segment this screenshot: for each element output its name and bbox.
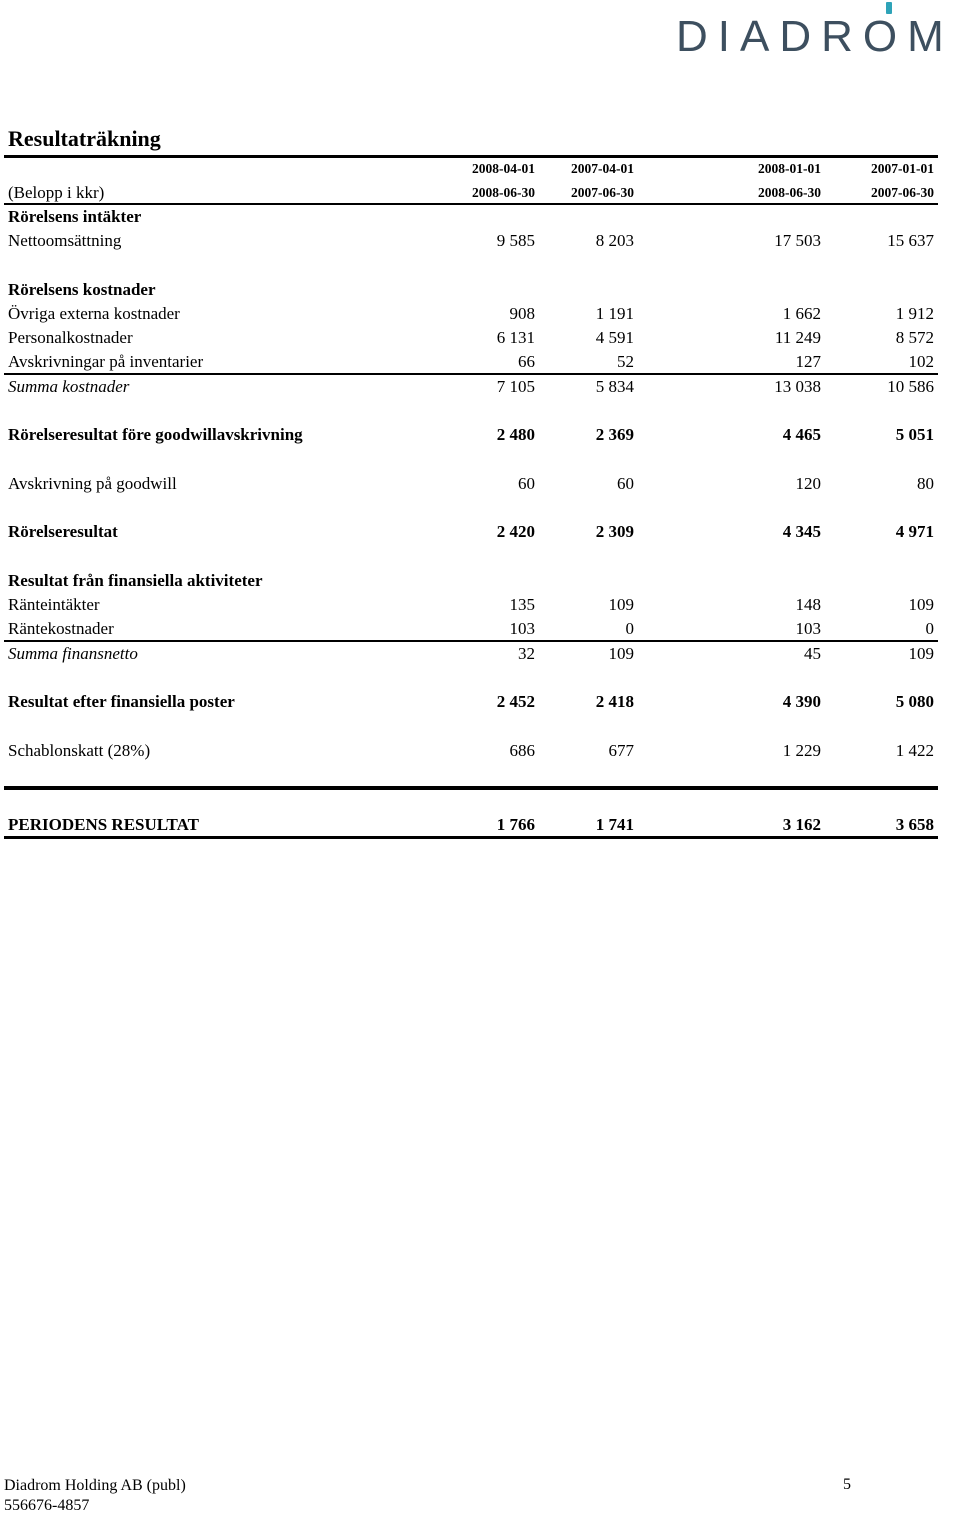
table-row xyxy=(0,472,960,496)
row-label: Rörelsens kostnader xyxy=(8,280,156,299)
row-value: 2 420 xyxy=(496,522,535,541)
header-start-date: 2007-04-01 xyxy=(571,161,634,176)
header-end-date: 2008-06-30 xyxy=(758,185,821,200)
footer-org-number: 556676-4857 xyxy=(4,1497,90,1514)
row-value: 80 xyxy=(917,474,934,493)
row-value: 32 xyxy=(518,644,535,663)
total-rule-top xyxy=(4,786,938,790)
page-number: 5 xyxy=(843,1476,851,1493)
row-value: 109 xyxy=(908,595,934,614)
header-row-start-dates xyxy=(0,157,960,181)
row-value: 11 249 xyxy=(774,328,821,347)
row-label: Ränteintäkter xyxy=(8,595,100,614)
row-label: Rörelseresultat före goodwillavskrivning xyxy=(8,425,303,444)
header-start-date: 2008-04-01 xyxy=(472,161,535,176)
logo-text: DIADROM xyxy=(676,12,954,61)
row-value: 908 xyxy=(509,304,535,323)
row-label: Avskrivningar på inventarier xyxy=(8,352,204,371)
footer-company: Diadrom Holding AB (publ) xyxy=(4,1477,186,1494)
table-row xyxy=(0,350,960,374)
row-value: 1 766 xyxy=(496,815,535,834)
row-value: 5 080 xyxy=(895,692,934,711)
row-value: 9 585 xyxy=(496,231,535,250)
row-value: 102 xyxy=(908,352,934,371)
header-start-date: 2007-01-01 xyxy=(871,161,934,176)
row-value: 10 586 xyxy=(887,377,934,396)
table-row xyxy=(0,302,960,326)
row-label: Summa finansnetto xyxy=(8,644,138,663)
row-label: PERIODENS RESULTAT xyxy=(8,815,199,834)
result-row xyxy=(0,520,960,544)
row-value: 6 131 xyxy=(496,328,535,347)
row-value: 4 345 xyxy=(782,522,821,541)
row-label: Rörelseresultat xyxy=(8,522,118,541)
table-row xyxy=(0,739,960,763)
row-value: 66 xyxy=(518,352,535,371)
row-value: 8 572 xyxy=(895,328,934,347)
row-value: 2 418 xyxy=(595,692,634,711)
row-value: 677 xyxy=(608,741,634,760)
total-rule-bottom xyxy=(4,836,938,839)
company-logo xyxy=(672,0,960,66)
header-end-date: 2007-06-30 xyxy=(871,185,934,200)
row-value: 103 xyxy=(795,619,821,638)
subtotal-row xyxy=(0,375,960,399)
row-label: Resultat från finansiella aktiviteter xyxy=(8,571,263,590)
row-label: Resultat efter finansiella poster xyxy=(8,692,235,711)
row-value: 1 912 xyxy=(895,304,934,323)
row-value: 1 191 xyxy=(595,304,634,323)
row-value: 109 xyxy=(608,595,634,614)
row-value: 686 xyxy=(509,741,535,760)
row-value: 7 105 xyxy=(496,377,535,396)
row-value: 4 971 xyxy=(895,522,934,541)
row-label: Personalkostnader xyxy=(8,328,133,347)
row-value: 15 637 xyxy=(887,231,934,250)
header-end-date: 2007-06-30 xyxy=(571,185,634,200)
row-label: Nettoomsättning xyxy=(8,231,122,250)
result-row xyxy=(0,423,960,447)
row-value: 52 xyxy=(617,352,634,371)
row-value: 3 162 xyxy=(782,815,821,834)
row-value: 0 xyxy=(625,619,634,638)
row-value: 1 741 xyxy=(595,815,634,834)
row-value: 5 834 xyxy=(595,377,634,396)
section-heading xyxy=(0,205,960,229)
table-row xyxy=(0,229,960,253)
row-label: Schablonskatt (28%) xyxy=(8,741,151,760)
row-value: 3 658 xyxy=(895,815,934,834)
section-heading xyxy=(0,569,960,593)
row-value: 2 369 xyxy=(595,425,634,444)
row-label: Summa kostnader xyxy=(8,377,130,396)
row-value: 120 xyxy=(795,474,821,493)
row-value: 4 465 xyxy=(782,425,821,444)
row-value: 103 xyxy=(509,619,535,638)
row-value: 1 662 xyxy=(782,304,821,323)
subtotal-row xyxy=(0,642,960,666)
page-title: Resultaträkning xyxy=(8,126,161,151)
row-value: 2 452 xyxy=(496,692,535,711)
header-start-date: 2008-01-01 xyxy=(758,161,821,176)
header-row-end-dates xyxy=(0,181,960,205)
row-value: 148 xyxy=(795,595,821,614)
row-value: 127 xyxy=(795,352,821,371)
row-value: 60 xyxy=(617,474,634,493)
row-value: 5 051 xyxy=(895,425,934,444)
row-value: 13 038 xyxy=(774,377,821,396)
row-label: Övriga externa kostnader xyxy=(8,304,180,323)
row-value: 135 xyxy=(509,595,535,614)
row-value: 4 390 xyxy=(782,692,821,711)
row-value: 45 xyxy=(804,644,821,663)
row-value: 17 503 xyxy=(774,231,821,250)
row-value: 109 xyxy=(908,644,934,663)
row-label: Rörelsens intäkter xyxy=(8,207,142,226)
table-row xyxy=(0,617,960,641)
row-value: 1 229 xyxy=(782,741,821,760)
row-label: Räntekostnader xyxy=(8,619,114,638)
total-row xyxy=(0,813,960,837)
row-value: 8 203 xyxy=(595,231,634,250)
row-value: 60 xyxy=(518,474,535,493)
table-row xyxy=(0,326,960,350)
result-row xyxy=(0,690,960,714)
row-value: 109 xyxy=(608,644,634,663)
row-value: 1 422 xyxy=(895,741,934,760)
row-value: 0 xyxy=(925,619,934,638)
row-value: 4 591 xyxy=(595,328,634,347)
row-label: Avskrivning på goodwill xyxy=(8,474,177,493)
unit-label: (Belopp i kkr) xyxy=(8,183,105,202)
row-value: 2 480 xyxy=(496,425,535,444)
header-end-date: 2008-06-30 xyxy=(472,185,535,200)
section-heading xyxy=(0,278,960,302)
row-value: 2 309 xyxy=(595,522,634,541)
table-row xyxy=(0,593,960,617)
